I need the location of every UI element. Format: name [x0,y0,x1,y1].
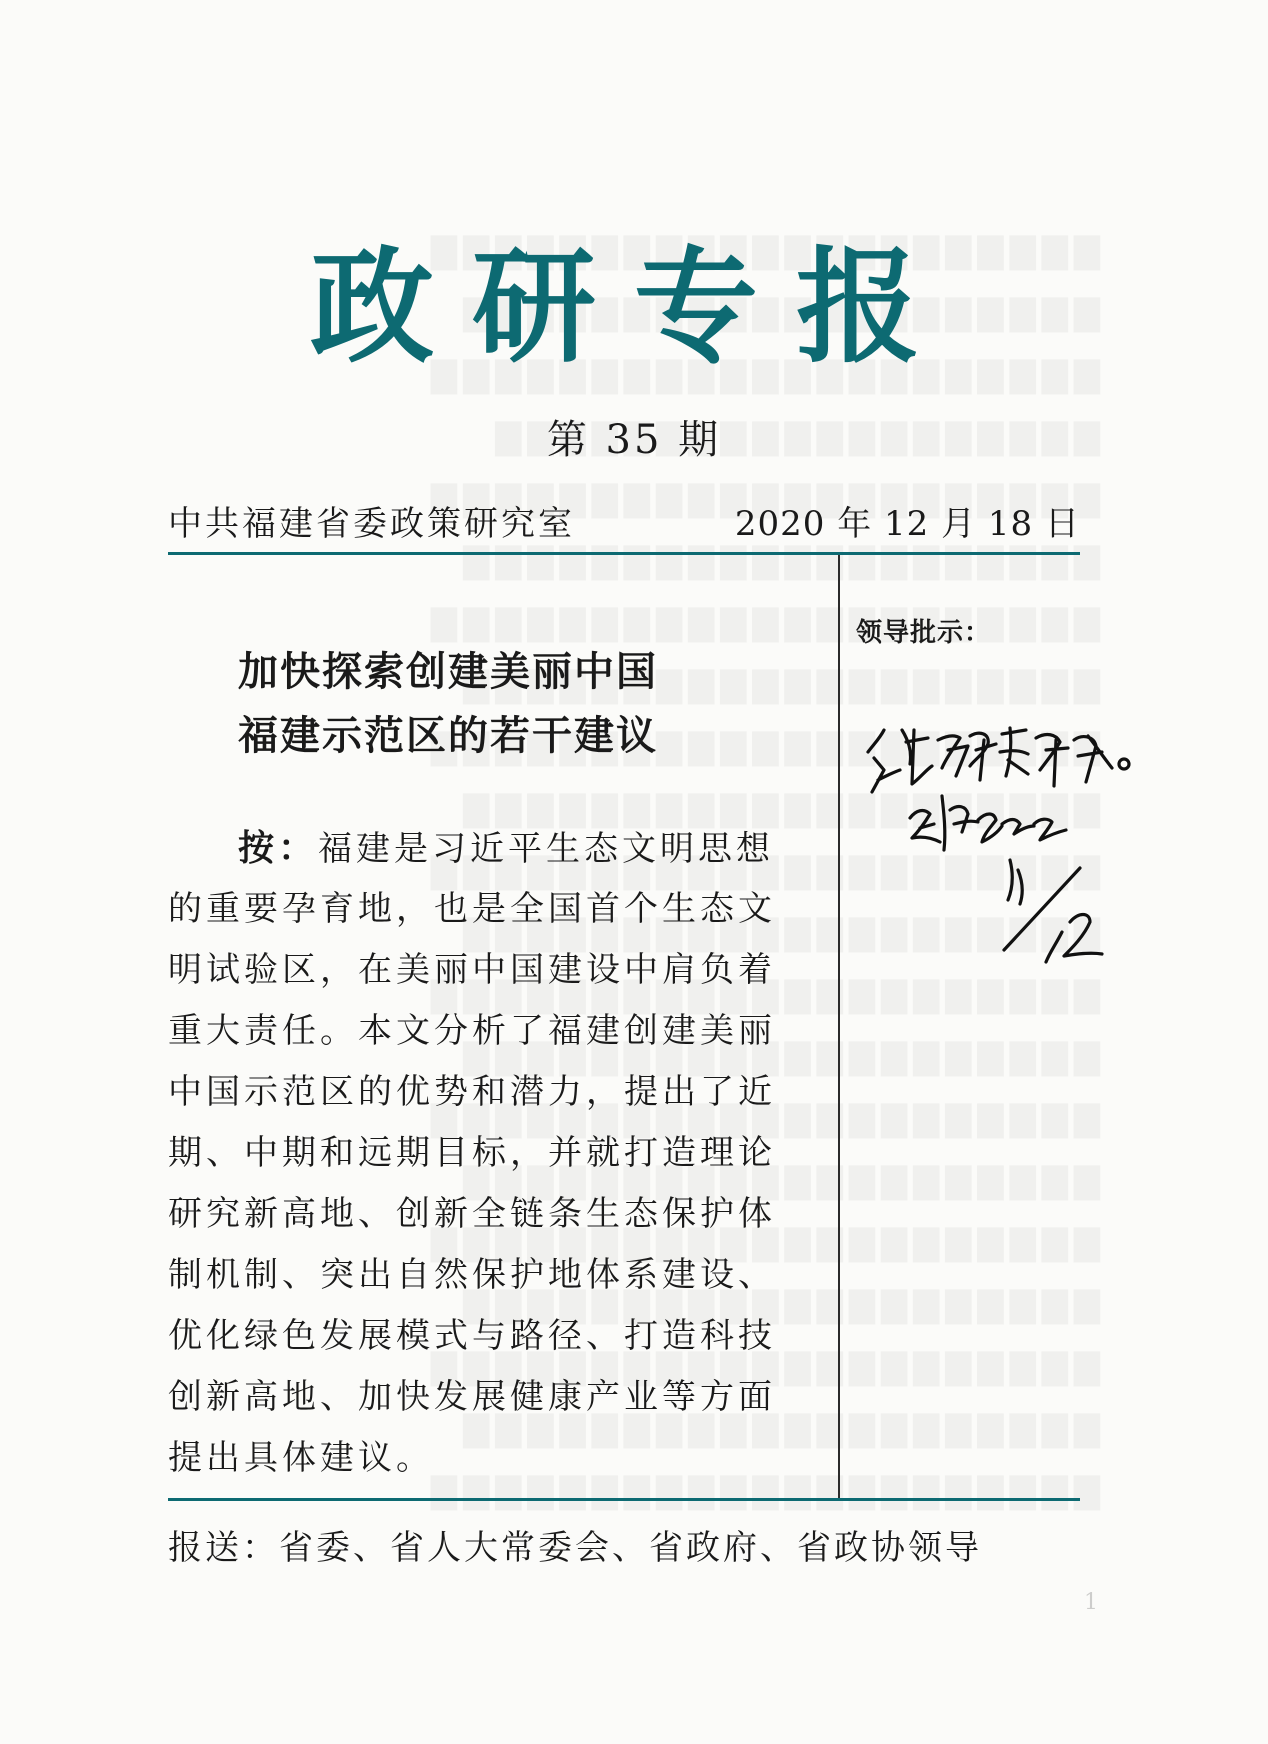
abstract-line: 明试验区，在美丽中国建设中肩负着 [168,950,776,990]
issue-number: 第 35 期 [546,417,722,463]
abstract-line: 的重要孕育地，也是全国首个生态文 [168,889,776,929]
top-divider [168,552,1080,555]
abstract-line: 优化绿色发展模式与路径、打造科技 [168,1316,776,1356]
article-title-line-1: 加快探索创建美丽中国 [238,649,658,695]
abstract-line: 研究新高地、创新全链条生态保护体 [168,1194,776,1234]
lead-label: 按： [238,828,319,869]
distribution-list: 报送：省委、省人大常委会、省政府、省政协领导 [168,1528,982,1568]
issuing-organization: 中共福建省委政策研究室 [168,504,575,544]
article-title-line-2: 福建示范区的若干建议 [238,713,658,759]
bleed-through-page-number: 1 [1084,1590,1098,1615]
article-title [238,640,818,768]
bottom-divider [168,1498,1080,1501]
abstract-line: 重大责任。本文分析了福建创建美丽 [168,1011,776,1051]
abstract-line: 中国示范区的优势和潜力，提出了近 [168,1072,776,1112]
abstract-line: 创新高地、加快发展健康产业等方面 [168,1377,776,1417]
abstract-line: 制机制、突出自然保护地体系建设、 [168,1255,776,1295]
abstract-line-text: 福建是习近平生态文明思想 [318,829,775,869]
abstract-line: 提出具体建议。 [168,1438,434,1478]
column-divider [838,555,840,1498]
masthead-title: 政研专报 [309,236,958,380]
issue-date: 2020 年 12 月 18 日 [734,504,1080,544]
abstract-line: 期、中期和远期目标，并就打造理论 [168,1133,776,1173]
leader-instructions-label: 领导批示： [856,618,992,648]
handwritten-signature [850,700,1180,1020]
abstract-line [168,818,775,879]
article-abstract [168,818,776,1489]
